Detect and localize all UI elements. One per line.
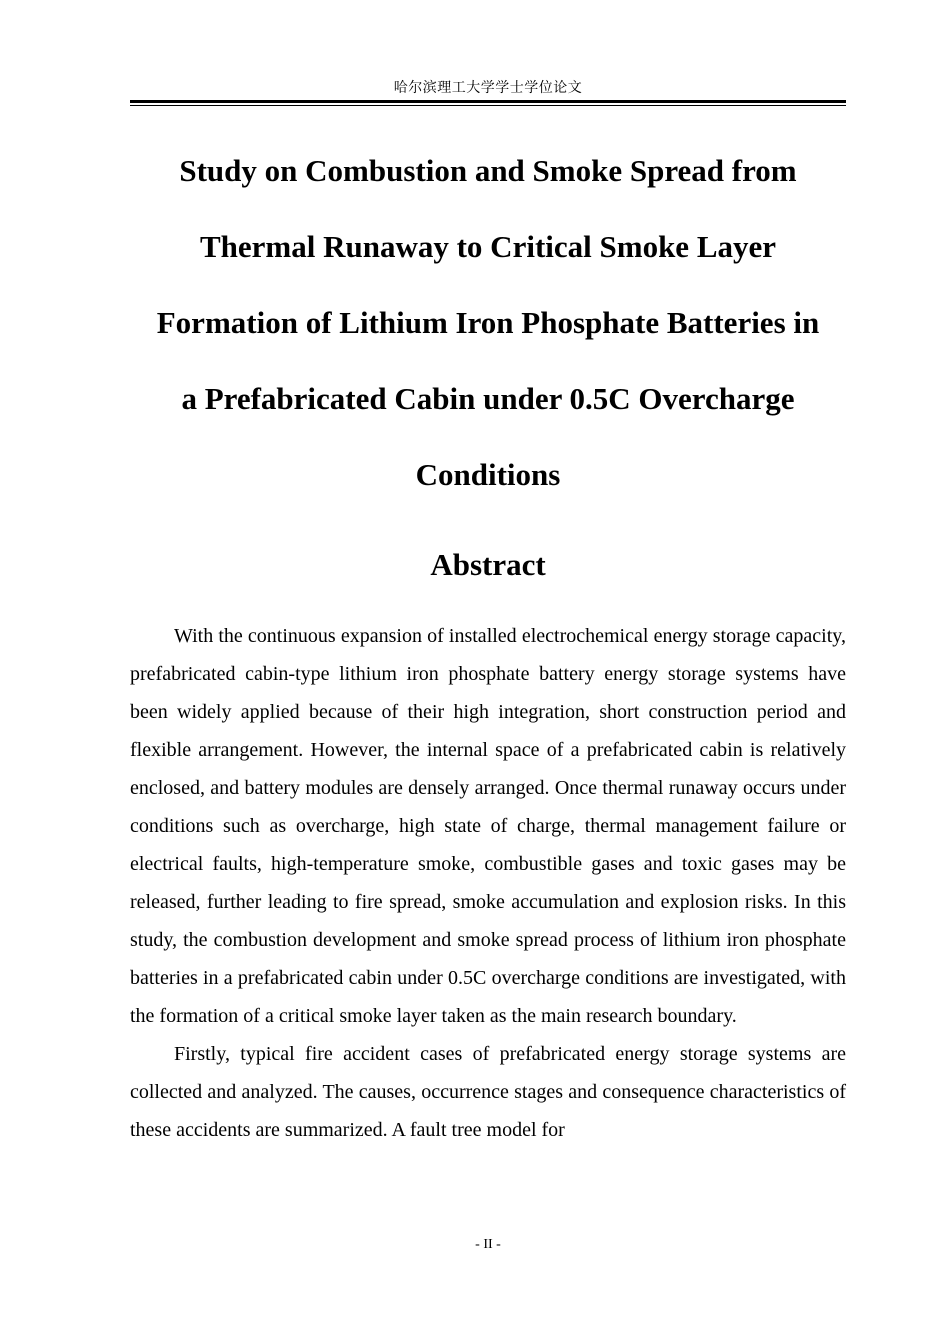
- header-rule-thin: [130, 105, 846, 106]
- running-header: 哈尔滨理工大学学士学位论文: [393, 80, 583, 96]
- title-line: Study on Combustion and Smoke Spread from: [179, 153, 797, 188]
- header-rule-thick: [130, 100, 846, 103]
- thesis-title: [130, 133, 846, 513]
- title-line: Conditions: [415, 457, 561, 492]
- abstract-heading: Abstract: [430, 547, 546, 582]
- title-line: Thermal Runaway to Critical Smoke Layer: [199, 229, 777, 264]
- title-line: Formation of Lithium Iron Phosphate Batteries in: [156, 305, 820, 340]
- abstract-paragraph: Firstly, typical fire accident cases of prefabricated energy storage systems are collected and analyzed. The causes, occurrence stages and consequence characteristics of these accidents are summarized. A fault tree model for: [130, 1043, 846, 1141]
- title-line: a Prefabricated Cabin under 0.5C Overcharge: [181, 381, 795, 416]
- abstract-body: [130, 617, 846, 1149]
- page-number: - II -: [475, 1237, 501, 1252]
- abstract-paragraph: With the continuous expansion of installed electrochemical energy storage capacity, prefabricated cabin-type lithium iron phosphate battery energy storage systems have been widely applied because of their high integration, short construction period and flexible arrangement. However, the internal space of a prefabricated cabin is relatively enclosed, and battery modules are densely arranged. Once thermal runaway occurs under conditions such as overcharge, high state of charge, thermal management failure or electrical faults, high-temperature smoke, combustible gases and toxic gases may be released, further leading to fire spread, smoke accumulation and explosion risks. In this study, the combustion development and smoke spread process of lithium iron phosphate batteries in a prefabricated cabin under 0.5C overcharge conditions are investigated, with the formation of a critical smoke layer taken as the main research boundary.: [130, 625, 846, 1027]
